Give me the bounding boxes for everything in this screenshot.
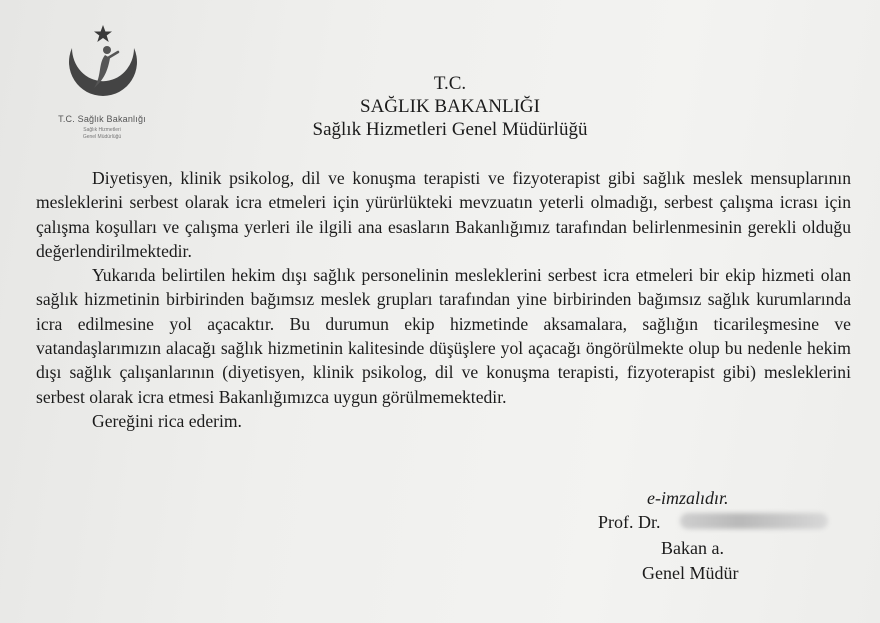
header-line-directorate: Sağlık Hizmetleri Genel Müdürlüğü [312, 119, 588, 140]
letter-header [250, 72, 650, 141]
closing-line: Gereğini rica ederim. [92, 410, 242, 431]
role-line-2: Genel Müdür [642, 563, 739, 583]
redacted-name [680, 513, 828, 529]
role-line-1: Bakan a. [661, 538, 724, 558]
ministry-logo [48, 22, 158, 147]
header-line-tc: T.C. [433, 73, 467, 94]
signer-title: Prof. Dr. [598, 512, 661, 532]
paragraph-1: Diyetisyen, klinik psikolog, dil ve konuşma terapisti ve fizyoterapist gibi sağlık meslek mensuplarının mesleklerini serbest olarak icra etmeleri için yürürlükteki mevzuatın yeterli olmadığı, serbest çalışma icrası için çalışma koşulları ve çalışma yerleri ile ilgili ana esasların Bakanlığımız tarafından belirlenmesinin gerekli olduğu değerlendirilmektedir. [36, 168, 851, 261]
logo-title: T.C. Sağlık Bakanlığı [58, 114, 146, 124]
letter-body [36, 166, 851, 433]
logo-subtitle-1: Sağlık Hizmetleri [83, 127, 121, 133]
header-line-ministry: SAĞLIK BAKANLIĞI [360, 96, 540, 117]
e-signature-note: e-imzalıdır. [647, 488, 729, 508]
paragraph-2: Yukarıda belirtilen hekim dışı sağlık personelinin mesleklerini serbest icra etmeleri bir ekip hizmeti olan sağlık hizmetinin birbirinden bağımsız meslek grupları tarafından yine birbirinden bağımsız sağlık kurumlarında icra edilmesine yol açacaktır. Bu durumun ekip hizmetinde aksamalara, sağlığın ticarileşmesine ve vatandaşlarımızın alacağı sağlık hizmetinin kalitesinde düşüşlere yol açacağı öngörülmekte olup bu nedenle hekim dışı sağlık çalışanlarının (diyetisyen, klinik psikolog, dil ve konuşma terapisti, fizyoterapist gibi) mesleklerini serbest olarak icra etmesi Bakanlığımızca uygun görülmemektedir. [36, 265, 851, 407]
logo-subtitle-2: Genel Müdürlüğü [82, 134, 122, 140]
crescent-star-logo-icon [58, 22, 148, 112]
